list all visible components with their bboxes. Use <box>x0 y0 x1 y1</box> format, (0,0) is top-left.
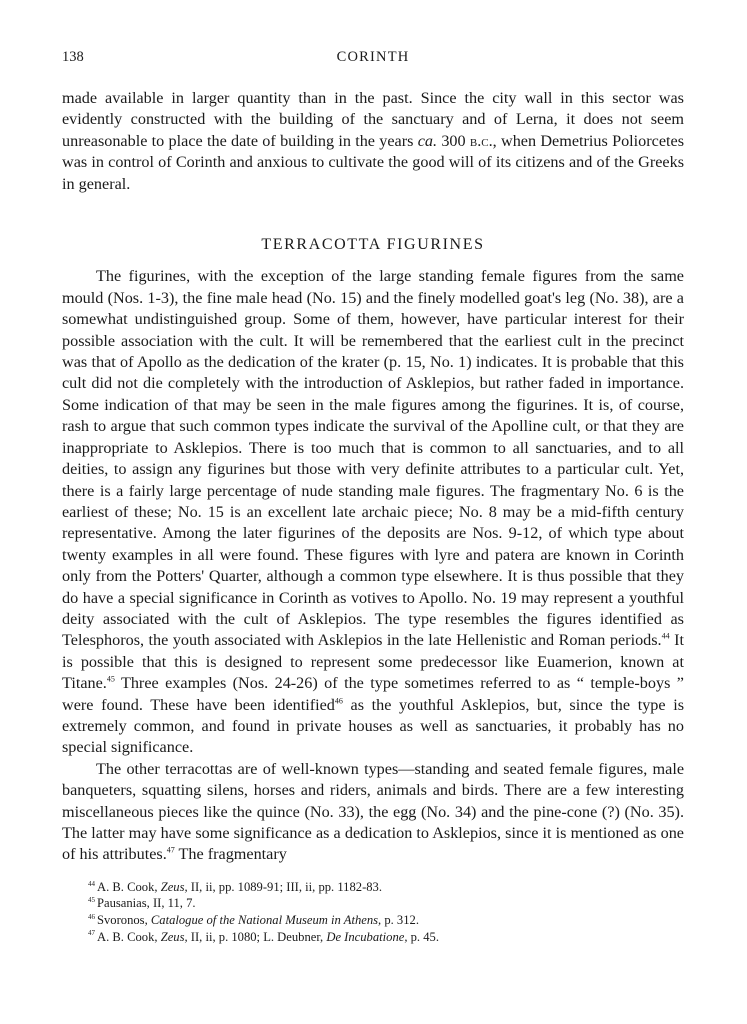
footnote-44: $^{44}$ A. B. Cook, Zeus, II, ii, pp. 1089-91; III, ii, pp. 1182-83. <box>88 879 383 894</box>
footnotes <box>62 879 684 945</box>
footnote-ref-45[interactable]: 45 <box>106 674 115 684</box>
footnote-ref-47[interactable]: 47 <box>166 846 175 856</box>
running-header <box>62 47 684 69</box>
footnote-ref-46[interactable]: 46 <box>334 696 343 706</box>
section-title: TERRACOTTA FIGURINES <box>261 236 485 254</box>
footnote-47: $^{47}$ A. B. Cook, Zeus, II, ii, p. 1080; L. Deubner, De Incubatione, p. 45. <box>88 929 439 944</box>
body-paragraph-1: The figurines, with the exception of the large standing female figures from the same mould (Nos. 1-3), the fine male head (No. 15) and the finely modelled goat's leg (No. 38), are a somewhat undistinguished group. Some of them, however, have particular interest for their possible association with the cult. It will be remembered that the earliest cult in the precinct was that of Apollo as the dedication of the krater (p. 15, No. 1) indicates. It is probable that this cult did not die completely with the introduction of Asklepios, but rather faded in importance. Some indication of that may be seen in the male figures among the figurines. It is, of course, rash to argue that such common types indicate the survival of the Apolline cult, or that they are inappropriate to Asklepios. There is too much that is common to all sanctuaries, and to all deities, to assign any figurines but those with very definite attributes to a particular cult. Yet, there is a fairly large percentage of nude standing male figures. The fragmentary No. 6 is the earliest of these; No. 15 is an excellent late archaic piece; No. 8 may be a mid-fifth century representative. Among the later figurines of the deposits are Nos. 9-12, of which type about twenty examples in all were found. These figures with lyre and patera are known in Corinth only from the Potters' Quarter, although a common type elsewhere. It is thus possible that they do have a special significance in Corinth as votives to Apollo. No. 19 may represent a youthful deity associated with the cult of Asklepios. The type resembles the figures identified as Telesphoros, the youth associated with Asklepios in the late Hellenistic and Roman periods.$^{44}$ It is possible that this is designed to represent some predecessor like Euamerion, known at Titane.$^{45}$ Three examples (Nos. 24-26) of the type sometimes referred to as “ temple-boys ” were found. These have been identified$^{46}$ as the youthful Asklepios, but, since the type is extremely common, and found in private houses as well as sanctuaries, it probably has no special significance. <box>62 267 685 757</box>
footnote-46: $^{46}$ Svoronos, Catalogue of the National Museum in Athens, p. 312. <box>88 912 419 927</box>
footnote-ref-44[interactable]: 44 <box>661 631 670 641</box>
body-paragraph-2: The other terracottas are of well-known types—standing and seated female figures, male banqueters, squatting silens, horses and riders, animals and birds. There are a few interesting miscellaneous pieces like the quince (No. 33), the egg (No. 34) and the pine-cone (?) (No. 35). The latter may have some significance as a dedication to Asklepios, since it is mentioned as one of his attributes.$^{47}$ The fragmentary <box>62 759 684 864</box>
running-title: CORINTH <box>336 49 410 65</box>
document-page <box>62 47 684 945</box>
page-number: 138 <box>62 49 84 65</box>
footnote-45: $^{45}$ Pausanias, II, 11, 7. <box>88 896 196 911</box>
intro-paragraph: made available in larger quantity than in the past. Since the city wall in this sector was evidently constructed with the building of the sanctuary and of Lerna, it does not seem unreasonable to place the date of building in the years ca. 300 b.c., when Demetrius Poliorcetes was in control of Corinth and anxious to cultivate the good will of its citizens and of the Greeks in general. <box>62 89 684 193</box>
